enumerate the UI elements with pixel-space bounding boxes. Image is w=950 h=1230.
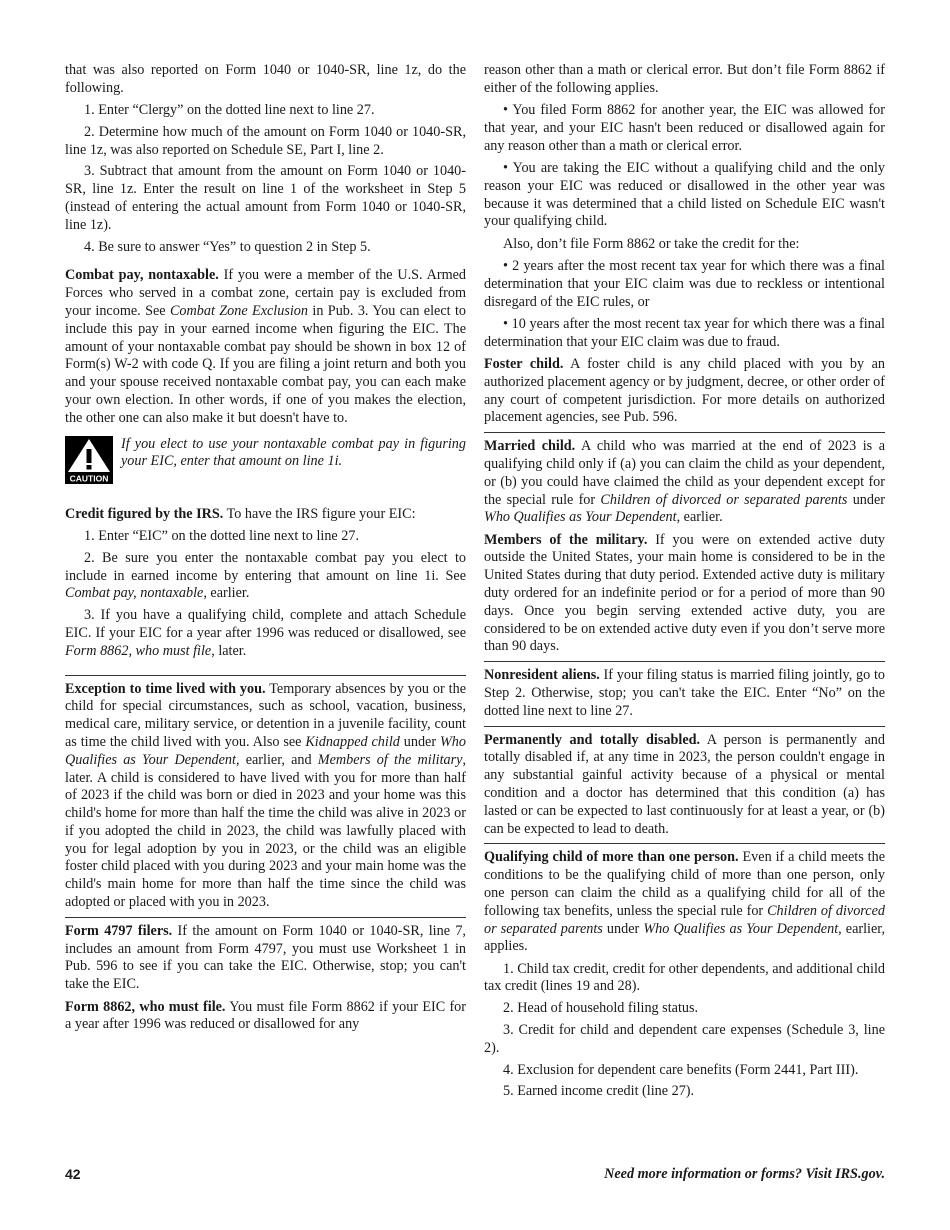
benefit-item-4: 4. Exclusion for dependent care benefits (Form 2441, Part III).	[503, 1061, 859, 1078]
footer-note: Need more information or forms? Visit IRS.gov.	[604, 1166, 885, 1182]
combat-pay-heading: Combat pay, nontaxable.	[65, 267, 219, 284]
caution-icon	[65, 436, 113, 484]
clergy-step-4: 4. Be sure to answer “Yes” to question 2 in Step 5.	[84, 238, 371, 255]
benefit-item-3: 3. Credit for child and dependent care expenses (Schedule 3, line 2).	[484, 1022, 885, 1056]
military-section: Members of the military. If you were on extended active duty outside the United States, your main home is considered to be in the United States during that duty period. Extended active duty is military duty ordered for an indefinite period or for a period of more than 90 days. Once you begin serving extended active duty, you are considered to be on extended active duty even if you don’t serve more than 90 days.	[484, 531, 885, 655]
military-heading: Members of the military.	[484, 531, 648, 548]
left-column	[65, 62, 466, 1039]
nonresident-heading: Nonresident aliens.	[484, 667, 600, 684]
credit-by-irs-heading: Credit figured by the IRS.	[65, 505, 224, 522]
qualifying-child-heading: Qualifying child of more than one person.	[484, 849, 739, 866]
bullet-10-years: • 10 years after the most recent tax year for which there was a final determination that your EIC claim was due to fraud.	[484, 315, 885, 350]
page-number: 42	[65, 1166, 81, 1182]
bullet-2-years: • 2 years after the most recent tax year for which there was a final determination that your EIC claim was due to reckless or intentional disregard of the EIC rules, or	[484, 257, 885, 310]
foster-child-section: Foster child. A foster child is any child placed with you by an authorized placement agency or by judgment, decree, or other order of any court of competent jurisdiction. For more details on authorized placement agencies, see Pub. 596.	[484, 355, 885, 426]
disabled-section: Permanently and totally disabled. A person is permanently and totally disabled if, at any time in 2023, the person couldn't engage in any substantial gainful activity because of a physical or mental condition and a doctor has determined that this condition (a) has lasted or can be expected to last continuously for at least a year, or (b) can be expected to lead to death.	[484, 726, 885, 839]
intro-paragraph: that was also reported on Form 1040 or 1040-SR, line 1z, do the following.	[65, 62, 466, 96]
right-column	[484, 62, 885, 1105]
benefit-item-5: 5. Earned income credit (line 27).	[503, 1083, 695, 1100]
clergy-step-2: 2. Determine how much of the amount on Form 1040 or 1040-SR, line 1z, was also reported on Schedule SE, Part I, line 2.	[65, 123, 466, 158]
benefit-item-2: 2. Head of household filing status.	[503, 1000, 699, 1017]
caution-label: CAUTION	[69, 473, 109, 484]
credit-by-irs-section: Credit figured by the IRS. To have the IRS figure your EIC:	[65, 505, 416, 522]
form-8862-heading: Form 8862, who must file.	[65, 998, 226, 1015]
clergy-step-3: 3. Subtract that amount from the amount on Form 1040 or 1040-SR, line 1z. Enter the result on line 1 of the worksheet in Step 5 (instead of entering the actual amount from Form 1040 or 1040-SR, line 1z).	[65, 163, 466, 233]
caution-text: If you elect to use your nontaxable combat pay in figuring your EIC, enter that amount on line 1i.	[121, 435, 466, 470]
married-child-heading: Married child.	[484, 438, 576, 455]
exception-section: Exception to time lived with you. Temporary absences by you or the child for special circumstances, such as school, vacation, business, medical care, military service, or detention in a juvenile facility, count as time the child lived with you. Also see Kidnapped child under Who Qualifies as Your Dependent, earlier, and Members of the military, later. A child is considered to have lived with you for more than half of 2023 if the child was born or died in 2023 and your home was this child's home for more than half the time the child was alive in 2023 or if you adopted the child in 2023, the child was lawfully placed with you for legal adoption by you in 2023, or the child was an eligible foster child placed with you during 2023 and your main home was the child's main home for more than half the time since the child was adopted or placed with you in 2023.	[65, 675, 466, 912]
continued-paragraph: reason other than a math or clerical error. But don’t file Form 8862 if either of the following applies.	[484, 62, 885, 96]
credit-step-3: 3. If you have a qualifying child, complete and attach Schedule EIC. If your EIC for a year after 1996 was reduced or disallowed, see Form 8862, who must file, later.	[65, 607, 466, 659]
form-8862-section: Form 8862, who must file. You must file Form 8862 if your EIC for a year after 1996 was reduced or disallowed for any	[65, 998, 467, 1033]
benefit-item-1: 1. Child tax credit, credit for other dependents, and additional child tax credit (lines 19 and 28).	[484, 960, 885, 995]
also-dont-file: Also, don’t file Form 8862 or take the credit for the:	[503, 235, 800, 252]
clergy-step-1: 1. Enter “Clergy” on the dotted line next to line 27.	[84, 102, 375, 119]
qualifying-child-section: Qualifying child of more than one person. Even if a child meets the conditions to be the qualifying child of more than one person, only one person can claim the child as a qualifying child for all of the following tax benefits, unless the special rule for Children of divorced or separated parents under Who Qualifies as Your Dependent, earlier, applies.	[484, 843, 885, 956]
credit-step-1: 1. Enter “EIC” on the dotted line next to line 27.	[84, 527, 360, 544]
caution-box	[65, 436, 466, 484]
form-4797-section: Form 4797 filers. If the amount on Form 1040 or 1040-SR, line 7, includes an amount from Form 4797, you must use Worksheet 1 in Pub. 596 to see if you can take the EIC. Otherwise, stop; you can't take the EIC.	[65, 917, 466, 994]
combat-pay-link: Combat pay, nontaxable	[65, 585, 204, 602]
married-child-section: Married child. A child who was married at the end of 2023 is a qualifying child only if (a) you can claim the child as your dependent, or (b) you could have claimed the child as your dependent except for the special rule for Children of divorced or separated parents under Who Qualifies as Your Dependent, earlier.	[484, 432, 885, 527]
page-footer	[65, 1166, 885, 1186]
form-8862-link: Form 8862, who must file	[65, 642, 212, 659]
bullet-without-child: • You are taking the EIC without a qualifying child and the only reason your EIC was reduced or disallowed in the other year was because it was determined that a child listed on Schedule EIC wasn't your qualifying child.	[484, 159, 885, 230]
credit-step-2: 2. Be sure you enter the nontaxable combat pay you elect to include in earned income by entering that amount on line 1i. See Combat pay, nontaxable, earlier.	[65, 549, 466, 602]
combat-pay-section: Combat pay, nontaxable. If you were a member of the U.S. Armed Forces who served in a combat zone, certain pay is excluded from your income. See Combat Zone Exclusion in Pub. 3. You can elect to include this pay in your earned income when figuring the EIC. The amount of your nontaxable combat pay should be shown in box 12 of Form(s) W-2 with code Q. If you are filing a joint return and both you and your spouse received nontaxable combat pay, you can each make your own election. In other words, if one of you makes the election, the other one can also make it but doesn't have to.	[65, 267, 466, 426]
foster-child-heading: Foster child.	[484, 355, 564, 372]
exception-heading: Exception to time lived with you.	[65, 680, 266, 697]
nonresident-section: Nonresident aliens. If your filing status is married filing jointly, go to Step 2. Otherwise, stop; you can't take the EIC. Enter “No” on the dotted line next to line 27.	[484, 661, 885, 720]
bullet-filed-8862: • You filed Form 8862 for another year, the EIC was allowed for that year, and your EIC hasn't been reduced or disallowed again for any reason other than a math or clerical error.	[484, 102, 885, 154]
form-4797-heading: Form 4797 filers.	[65, 922, 173, 939]
disabled-heading: Permanently and totally disabled.	[484, 731, 701, 748]
